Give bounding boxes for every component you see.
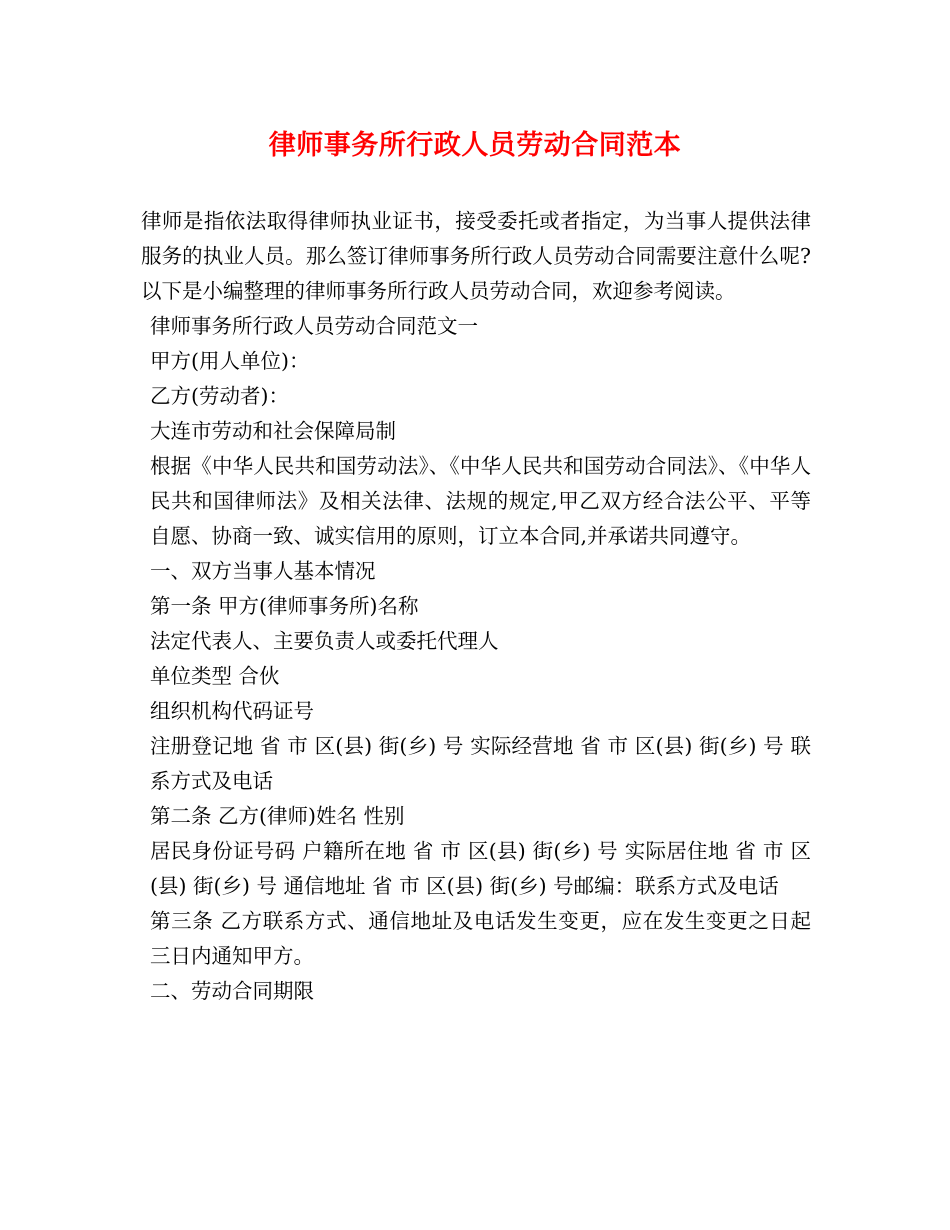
party-a-line: 甲方(用人单位)： — [150, 349, 310, 373]
article-1-line: 第一条 甲方(律师事务所)名称 — [150, 594, 419, 618]
entity-type-line: 单位类型 合伙 — [150, 664, 280, 688]
contract-sample-heading: 律师事务所行政人员劳动合同范文一 — [150, 314, 478, 338]
issuer-line: 大连市劳动和社会保障局制 — [150, 419, 396, 443]
org-code-line: 组织机构代码证号 — [150, 699, 314, 723]
legal-basis-paragraph: 根据《中华人民共和国劳动法》、《中华人民共和国劳动合同法》、《中华人民共和国律师法》及相关法律、法规的规定,甲乙双方经合法公平、平等自愿、协商一致、诚实信用的原则，订立本合同,并承诺共同遵守。 — [150, 454, 811, 548]
document-body — [141, 204, 811, 1009]
registration-address-paragraph: 注册登记地 省 市 区(县) 街(乡) 号 实际经营地 省 市 区(县) 街(乡) 号 联系方式及电话 — [150, 734, 811, 793]
article-3-paragraph: 第三条 乙方联系方式、通信地址及电话发生变更，应在发生变更之日起三日内通知甲方。 — [150, 909, 811, 968]
legal-representative-line: 法定代表人、主要负责人或委托代理人 — [150, 629, 499, 653]
section-heading-term: 二、劳动合同期限 — [150, 979, 314, 1003]
party-b-line: 乙方(劳动者)： — [150, 384, 289, 408]
article-2-line: 第二条 乙方(律师)姓名 性别 — [150, 804, 405, 828]
section-heading-parties: 一、双方当事人基本情况 — [150, 559, 376, 583]
identity-address-paragraph: 居民身份证号码 户籍所在地 省 市 区(县) 街(乡) 号 实际居住地 省 市 区(县) 街(乡) 号 通信地址 省 市 区(县) 街(乡) 号邮编：联系方式及电话 — [150, 839, 811, 898]
document-title: 律师事务所行政人员劳动合同范本 — [268, 130, 682, 161]
intro-paragraph: 律师是指依法取得律师执业证书，接受委托或者指定，为当事人提供法律服务的执业人员。那么签订律师事务所行政人员劳动合同需要注意什么呢?以下是小编整理的律师事务所行政人员劳动合同，欢迎参考阅读。 — [141, 209, 811, 303]
